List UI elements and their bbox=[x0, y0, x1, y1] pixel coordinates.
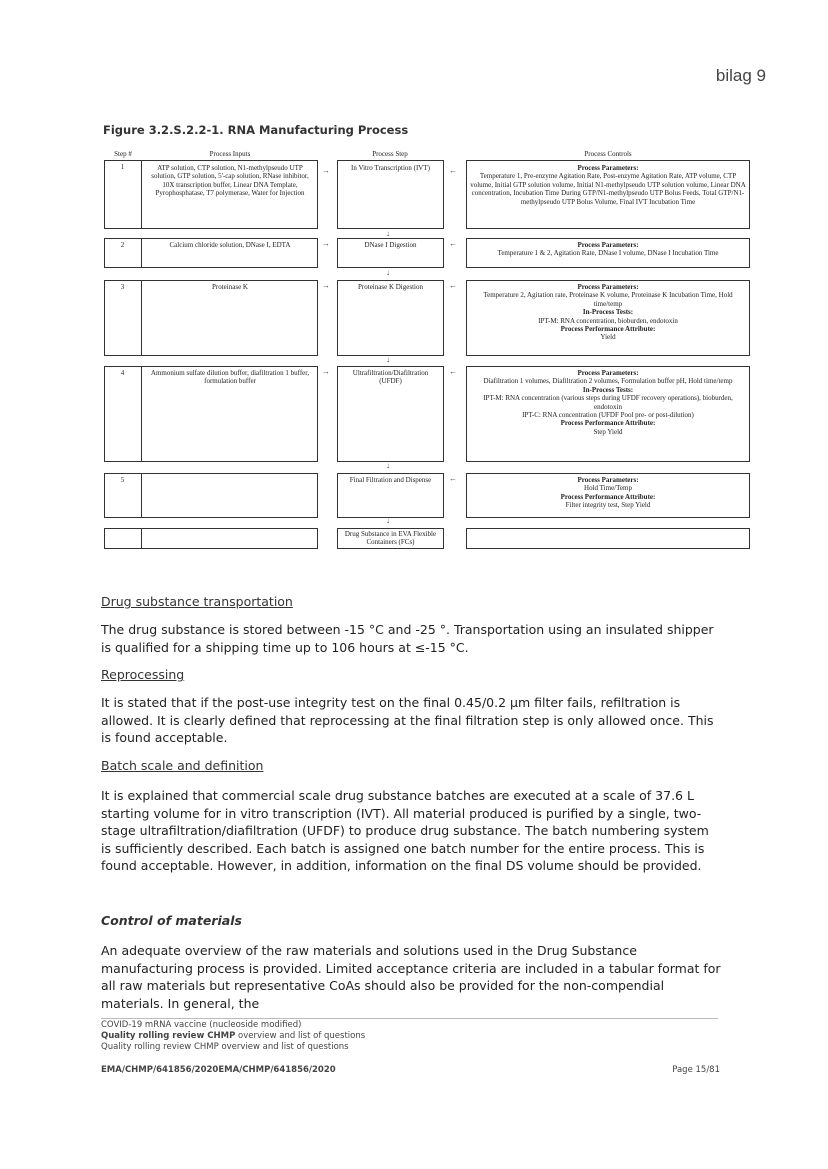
controls-text: Temperature 1, Pre-enzyme Agitation Rate, Post-enzyme Agitation Rate, ATP volume, CTP volume, Initial GTP solution volume, Initial N1-methylpseudo UTP solution volume, Linear DNA concentration, Incubation Time During GTP/N1-methylpseudo UTP Bolus Feeds, Total GTP/N1-methylpseudo UTP Bolus Volume, Final IVT Incubation Time bbox=[470, 172, 746, 206]
controls-text: Step Yield bbox=[593, 427, 623, 436]
controls-title: Process Performance Attribute: bbox=[560, 419, 656, 428]
final-product-label: Drug Substance in EVA Flexible Containers (FCs) bbox=[344, 530, 437, 546]
footer-line-2-bold: Quality rolling review CHMP bbox=[101, 1031, 236, 1041]
arrow-left-icon: ← bbox=[449, 474, 457, 483]
section-heading-control-materials: Control of materials bbox=[101, 913, 242, 928]
arrow-left-icon: ← bbox=[449, 367, 457, 376]
section-heading-reprocessing: Reprocessing bbox=[101, 667, 185, 682]
controls-title: Process Parameters: bbox=[577, 164, 639, 172]
process-step-name: Proteinase K Digestion bbox=[358, 283, 423, 291]
footer-line-2 bbox=[101, 1031, 365, 1042]
step-divider-final bbox=[141, 528, 142, 549]
arrow-left-icon: ← bbox=[449, 166, 457, 175]
arrow-down-icon: ↓ bbox=[386, 355, 390, 364]
process-controls bbox=[470, 369, 746, 436]
controls-title: In-Process Tests: bbox=[582, 308, 634, 317]
inputs-box-final bbox=[104, 528, 318, 549]
figure-caption: Figure 3.2.S.2.2-1. RNA Manufacturing Process bbox=[103, 123, 409, 137]
controls-text: Temperature 2, Agitation rate, Proteinase K volume, Proteinase K Incubation Time, Hold time/temp bbox=[483, 291, 733, 308]
process-controls bbox=[470, 283, 746, 342]
paragraph-batch: It is explained that commercial scale drug substance batches are executed at a scale of 37.6 L starting volume for in vitro transcription (IVT). All material produced is purified by a single, two-stage ultrafiltration/diafiltration (UFDF) to produce drug substance. The batch numbering system is sufficiently described. Each batch is assigned one batch number for the entire process. This is found acceptable. However, in addition, information on the final DS volume should be provided. bbox=[101, 788, 709, 873]
process-controls bbox=[470, 241, 746, 258]
footer-line-3: Quality rolling review CHMP overview and list of questions bbox=[101, 1042, 349, 1052]
col-header-step: Step # bbox=[114, 150, 132, 158]
arrow-left-icon: ← bbox=[449, 281, 457, 290]
process-inputs: ATP solution, CTP solution, N1-methylpseudo UTP solution, GTP solution, 5'-cap solution, RNase inhibitor, 10X transcription buffer, Linear DNA Template, Pyrophosphatase, T7 polymerase, Water for Injection bbox=[151, 164, 309, 198]
process-controls bbox=[470, 164, 746, 206]
process-step-name: Ultrafiltration/Diafiltration (UFDF) bbox=[352, 369, 429, 386]
process-controls bbox=[470, 476, 746, 510]
paragraph-reprocessing: It is stated that if the post-use integrity test on the final 0.45/0.2 µm filter fails, refiltration is allowed. It is clearly defined that reprocessing at the final filtration step is only allowed once. This is found acceptable. bbox=[101, 695, 714, 745]
controls-text: IPT-C: RNA concentration (UFDF Pool pre- or post-dilution) bbox=[522, 411, 694, 420]
process-step-name: In Vitro Transcription (IVT) bbox=[351, 164, 430, 172]
process-step-name: DNase I Digestion bbox=[364, 241, 417, 249]
annex-label: bilag 9 bbox=[715, 66, 766, 85]
controls-title: Process Parameters: bbox=[577, 283, 639, 291]
step-number: 4 bbox=[120, 369, 125, 377]
footer-line-2-rest: overview and list of questions bbox=[235, 1031, 366, 1041]
step-divider-2 bbox=[141, 238, 142, 268]
controls-title: Process Parameters: bbox=[577, 369, 639, 377]
controls-text: IPT-M: RNA concentration, bioburden, endotoxin bbox=[538, 316, 678, 325]
arrow-right-icon: → bbox=[322, 367, 330, 376]
arrow-down-icon: ↓ bbox=[386, 229, 390, 238]
step-divider-1 bbox=[141, 160, 142, 229]
controls-box-final bbox=[466, 528, 750, 549]
arrow-right-icon: → bbox=[322, 166, 330, 175]
step-number: 1 bbox=[120, 163, 125, 171]
col-header-inputs: Process Inputs bbox=[209, 150, 251, 158]
arrow-right-icon: → bbox=[322, 281, 330, 290]
paragraph-control-materials: An adequate overview of the raw materials and solutions used in the Drug Substance manufacturing process is provided. Limited acceptance criteria are included in a tabular format for all raw materials but representative CoAs should also be provided for the non-compendial materials. In general, the bbox=[101, 943, 721, 1011]
controls-text: Filter integrity test, Step Yield bbox=[565, 501, 651, 510]
col-header-controls: Process Controls bbox=[584, 150, 632, 158]
process-step-name: Final Filtration and Dispense bbox=[349, 476, 432, 484]
section-heading-batch: Batch scale and definition bbox=[101, 758, 264, 773]
section-heading-transportation: Drug substance transportation bbox=[101, 594, 293, 609]
arrow-right-icon: → bbox=[322, 239, 330, 248]
controls-title: Process Parameters: bbox=[577, 476, 639, 484]
process-inputs: Calcium chloride solution, DNase I, EDTA bbox=[169, 241, 291, 249]
step-number: 5 bbox=[120, 476, 125, 484]
process-inputs: Proteinase K bbox=[212, 283, 248, 291]
arrow-down-icon: ↓ bbox=[386, 516, 390, 525]
step-number: 3 bbox=[120, 283, 125, 291]
arrow-down-icon: ↓ bbox=[386, 268, 390, 277]
step-number: 2 bbox=[120, 241, 125, 249]
arrow-left-icon: ← bbox=[449, 239, 457, 248]
paragraph-transportation: The drug substance is stored between -15 °C and -25 °. Transportation using an insulated shipper is qualified for a shipping time up to 106 hours at ≤-15 °C. bbox=[101, 622, 714, 655]
col-header-process-step: Process Step bbox=[372, 150, 408, 158]
arrow-down-icon: ↓ bbox=[386, 461, 390, 470]
controls-text: Diafiltration 1 volumes, Diafiltration 2 volumes, Formulation buffer pH, Hold time/temp bbox=[483, 377, 733, 386]
footer-line-1: COVID-19 mRNA vaccine (nucleoside modified) bbox=[101, 1020, 302, 1030]
controls-text: IPT-M: RNA concentration (various steps during UFDF recovery operations), bioburden, endotoxin bbox=[483, 394, 733, 411]
step-divider-5 bbox=[141, 473, 142, 518]
step-divider-4 bbox=[141, 366, 142, 462]
controls-title: Process Parameters: bbox=[577, 241, 639, 249]
controls-text: Temperature 1 & 2, Agitation Rate, DNase I volume, DNase I Incubation Time bbox=[497, 249, 719, 258]
process-inputs: Ammonium sulfate dilution buffer, diafiltration 1 buffer, formulation buffer bbox=[150, 369, 310, 386]
step-divider-3 bbox=[141, 280, 142, 356]
footer-reference-code: EMA/CHMP/641856/2020EMA/CHMP/641856/2020 bbox=[101, 1065, 336, 1075]
controls-title: In-Process Tests: bbox=[582, 385, 634, 394]
controls-text: Hold Time/Temp bbox=[584, 484, 632, 493]
footer-divider bbox=[101, 1018, 718, 1019]
page-number: Page 15/81 bbox=[672, 1065, 720, 1075]
controls-title: Process Performance Attribute: bbox=[560, 325, 656, 334]
controls-title: Process Performance Attribute: bbox=[560, 492, 656, 501]
controls-text: Yield bbox=[600, 333, 616, 342]
